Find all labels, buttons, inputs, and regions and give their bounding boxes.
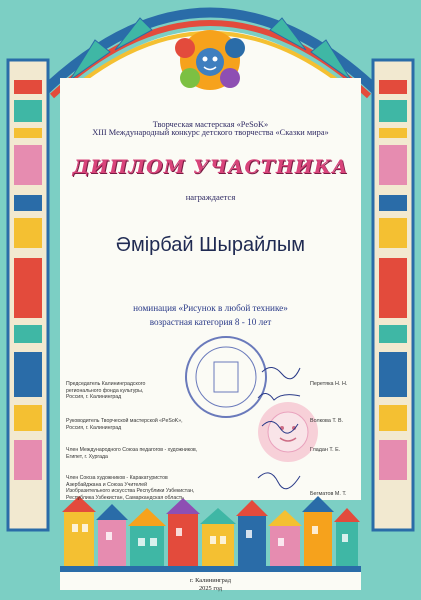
workshop-name: Творческая мастерская «PeSoK»	[152, 120, 269, 129]
signatory-name-1: Перетяка Н. Н.	[310, 381, 348, 387]
role-line: Россия, г. Калининград	[66, 424, 122, 431]
age-category: возрастная категория 8 - 10 лет	[149, 317, 272, 327]
role-line: Член Международного Союза педагогов - художников,	[66, 447, 198, 453]
signatory-name-4: Бегматов М. Т.	[310, 491, 347, 497]
signatory-role-3	[66, 447, 197, 460]
role-line: Руководитель Творческой мастерской «PeSoK»,	[66, 418, 183, 424]
contest-logo	[175, 30, 245, 90]
role-line: Египет, г. Хургада	[66, 453, 108, 460]
role-line: Азербайджана и Союза Учителей	[66, 481, 148, 488]
footer-city: г. Калининград	[190, 577, 231, 584]
nomination: номинация «Рисунок в любой технике»	[133, 303, 288, 313]
role-line: Член Союза художников - Каракатуристов	[66, 475, 168, 481]
winner-name: Әмірбай Шырайлым	[115, 234, 306, 256]
houses-illustration	[60, 496, 361, 572]
signatory-name-2: Волкова Т. В.	[310, 418, 344, 424]
role-line: Республика Узбекистан, Самаркандская область	[66, 494, 184, 501]
signatory-role-2	[66, 418, 183, 431]
role-line: регионального фонда культуры,	[66, 387, 144, 394]
signatory-role-1	[66, 381, 145, 401]
role-line: Россия, г. Калининград	[66, 394, 122, 401]
diploma-title: ДИПЛОМ УЧАСТНИКА	[72, 156, 349, 178]
role-line: Изобразительного искусства Республики Узбекистан,	[66, 488, 195, 495]
sun-illustration	[258, 402, 318, 462]
signatory-name-3: Гладан Т. Е.	[310, 447, 341, 453]
awarded-label: награждается	[185, 192, 236, 202]
role-line: Председатель Калининградского	[66, 381, 146, 387]
footer-year: 2025 год	[198, 585, 223, 592]
contest-name: XIII Международный конкурс детского творчества «Сказки мира»	[92, 128, 329, 137]
signatory-role-4	[66, 475, 194, 501]
